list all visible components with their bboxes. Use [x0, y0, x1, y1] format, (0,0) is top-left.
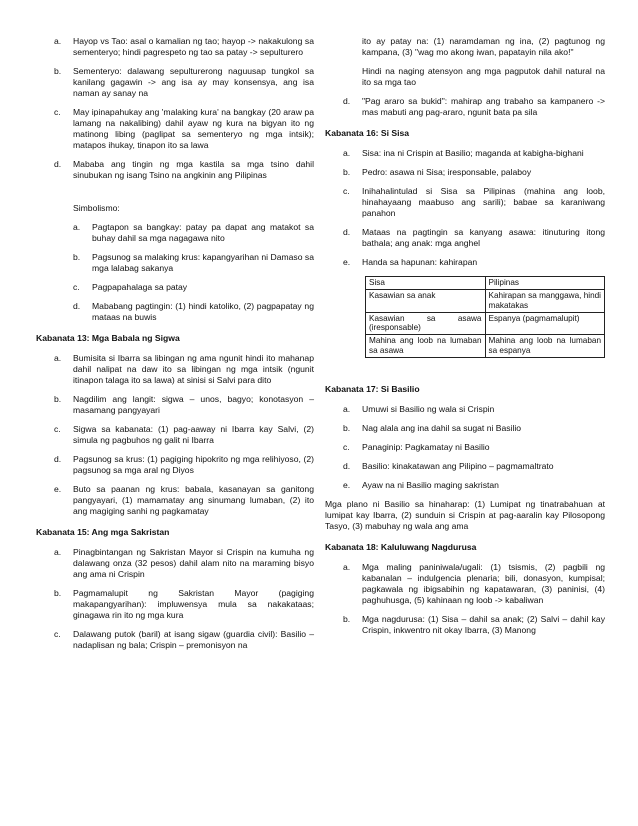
continued-paragraph: ito ay patay na: (1) naramdaman ng ina, (2) pagtunog ng kampana, (3) "wag mo akong iwan, papatayin nila ako!" — [362, 36, 605, 57]
list-text: Mga nagdurusa: (1) Sisa – dahil sa anak; (2) Salvi – dahil kay Crispin, inkwentro nit okay Ibarra, (3) Manong — [362, 613, 605, 635]
list-marker: c. — [54, 629, 61, 639]
list-item — [36, 484, 314, 517]
list-marker: d. — [54, 159, 62, 169]
list-item — [36, 588, 314, 621]
list-marker: a. — [343, 148, 351, 158]
list-marker: c. — [54, 107, 61, 117]
list-item — [36, 222, 314, 244]
list-item — [325, 614, 605, 636]
list-marker: d. — [73, 301, 81, 311]
list-item — [325, 257, 605, 268]
list-item — [325, 442, 605, 453]
list-marker: e. — [54, 484, 62, 494]
list-item — [36, 353, 314, 386]
list-text: Umuwi si Basilio ng wala si Crispin — [362, 403, 495, 414]
list-item — [36, 394, 314, 416]
list-marker: e. — [343, 257, 351, 267]
list-text: Handa sa hapunan: kahirapan — [362, 257, 478, 267]
list-text: Pedro: asawa ni Sisa; iresponsable, palaboy — [362, 167, 532, 177]
list-text: Sementeryo: dalawang sepulturerong naguusap tungkol sa kanilang gagawin -> ang isa ay may konsensya, ang isa naman ay sanay na — [73, 66, 314, 98]
list-text: Nagdilim ang langit: sigwa – unos, bagyo; konotasyon – masamang pangyayari — [73, 394, 314, 415]
list-item — [36, 36, 314, 58]
kabanata-13-list — [36, 353, 314, 517]
list-item — [36, 629, 314, 651]
comparison-table — [365, 276, 605, 358]
list-marker: b. — [343, 167, 351, 177]
list-marker: b. — [73, 252, 81, 262]
list-item — [36, 252, 314, 274]
list-text: Sisa: ina ni Crispin at Basilio; maganda at kabigha-bighani — [362, 148, 584, 158]
kabanata-15-list — [36, 547, 314, 651]
list-text: Nag alala ang ina dahil sa sugat ni Basilio — [362, 422, 522, 433]
list-text: Ayaw na ni Basilio maging sakristan — [362, 479, 499, 490]
list-item — [325, 96, 605, 118]
list-marker: b. — [343, 422, 351, 433]
list-marker: d. — [343, 460, 351, 471]
list-text: Buto sa paanan ng krus: babala, kasanayan sa ganitong pangyayari, (1) mamamatay ang sinumang lumaban, (2) ito ang magiging sanhi ng pagkamatay — [73, 484, 314, 516]
list-item — [36, 454, 314, 476]
list-item — [36, 107, 314, 151]
table-cell: Kasawian sa anak — [366, 289, 486, 312]
list-item — [325, 423, 605, 434]
kabanata-17-heading: Kabanata 17: Si Basilio — [325, 383, 420, 394]
list-marker: c. — [343, 441, 350, 452]
list-text: Pagpapahalaga sa patay — [92, 282, 188, 292]
table-cell: Mahina ang loob na lumaban sa espanya — [485, 335, 605, 358]
list-marker: c. — [73, 282, 80, 292]
list-text: Pagsunog sa malaking krus: kapangyarihan ni Damaso sa mga lalabag sakanya — [92, 252, 314, 273]
list-marker: e. — [343, 479, 351, 490]
list-item — [325, 562, 605, 606]
list-text: Basilio: kinakatawan ang Pilipino – pagmamaltrato — [362, 460, 554, 471]
list-text: Pinagbintangan ng Sakristan Mayor si Crispin na kumuha ng dalawang onza (32 pesos) dahil alam nito na maraming bisyo ang ama ni Crispin — [73, 547, 314, 579]
list-text: Pagtapon sa bangkay: patay pa dapat ang matakot sa buhay dahil sa mga nagagawa nito — [92, 222, 314, 243]
list-text: Pagmamalupit ng Sakristan Mayor (pagiging makapangyarihan): impluwensya mula sa nakakataas; ginagawa rin ito ng mga kura — [73, 588, 314, 620]
table-cell: Kahirapan sa manggawa, hindi makatakas — [485, 289, 605, 312]
kabanata-15-heading: Kabanata 15: Ang mga Sakristan — [36, 527, 170, 537]
list-item — [36, 159, 314, 181]
table-row — [366, 335, 605, 358]
list-item — [36, 424, 314, 446]
list-marker: b. — [54, 588, 62, 598]
list-item — [36, 301, 314, 323]
list-item — [36, 66, 314, 99]
list-marker: c. — [343, 186, 350, 196]
list-text: Panaginip: Pagkamatay ni Basilio — [362, 441, 490, 452]
kabanata-18-list — [325, 562, 605, 636]
list-marker: a. — [54, 36, 62, 46]
list-text: Bumisita si Ibarra sa libingan ng ama ngunit hindi ito mahanap dahil nalipat na daw ito sa libingan ng mga intsik (ngunit itinapon talaga ito sa lawa) at sinisi si Salvi para dito — [73, 353, 314, 385]
list-text: Pagsunog sa krus: (1) pagiging hipokrito ng mga relihiyoso, (2) pagsunog sa mga aral ng Diyos — [73, 454, 314, 475]
kabanata-16-heading: Kabanata 16: Si Sisa — [325, 128, 410, 138]
list-item — [325, 461, 605, 472]
list-text: "Pag araro sa bukid": mahirap ang trabaho sa kampanero -> mas mabuti ang pag-araro, ngunit bata pa sila — [362, 96, 605, 117]
list-marker: a. — [73, 222, 81, 232]
list-text: May ipinapahukay ang 'malaking kura' na bangkay (20 araw pa lamang na nakalibing) dahil ayaw ng kura na bigyan ito ng matinong libing (paglipat sa sementeryo ng mga intsik); matapos ihukay, tinapon ito sa lawa — [73, 107, 314, 150]
right-column — [325, 36, 605, 644]
basilio-plans-paragraph: Mga plano ni Basilio sa hinaharap: (1) Lumipat ng tinatrabahuan at lumipat kay Ibarra, (2) sunduin si Crispin at pag-aaralin kay Pilosopong Tasyo, (3) mabuhay ng wala ang ama — [325, 498, 605, 531]
list-text: Inihahalintulad si Sisa sa Pilipinas (mahina ang loob, hinahayaang maabuso ang sarili); babae sa karaniwang panahon — [362, 186, 605, 218]
note-paragraph: Hindi na naging atensyon ang mga pagputok dahil natural na ito sa mga tao — [362, 66, 605, 87]
list-marker: b. — [343, 613, 351, 624]
list-marker: a. — [343, 403, 351, 414]
list-text: Mababang pagtingin: (1) hindi katoliko, (2) pagpapatay ng mataas na buwis — [92, 301, 314, 322]
list-text: Mababa ang tingin ng mga kastila sa mga tsino dahil sinubukan ng isang Tsino na angkinin ang Pilipinas — [73, 159, 314, 180]
table-header-cell: Sisa — [366, 277, 486, 290]
list-marker: a. — [54, 353, 62, 363]
list-item — [325, 167, 605, 178]
list-item — [325, 404, 605, 415]
table-row — [366, 289, 605, 312]
table-cell: Espanya (pagmamalupit) — [485, 312, 605, 335]
list-item — [325, 480, 605, 491]
intro-list — [36, 36, 314, 181]
kabanata-18-heading: Kabanata 18: Kaluluwang Nagdurusa — [325, 541, 477, 552]
table-header-cell: Pilipinas — [485, 277, 605, 290]
simbolismo-label: Simbolismo: — [73, 203, 120, 213]
list-text: Mga maling paniniwala/ugali: (1) tsismis, (2) pagbili ng kabanalan – indulgencia plenaria; bili, donasyon, kumpisal; pagkawala ng ibigsabihin ng kapatawaran, (3) paninisi, (4) paghuhusga, (5) kahinaan ng loob -> kabaliwan — [362, 561, 605, 605]
list-text: Hayop vs Tao: asal o kamalian ng tao; hayop -> nakakulong sa sementeryo; hindi pagrespeto ng tao sa patay -> sepulturero — [73, 36, 314, 57]
simbolismo-list — [36, 222, 314, 323]
list-item — [36, 282, 314, 293]
table-header-row — [366, 277, 605, 290]
list-text: Sigwa sa kabanata: (1) pag-aaway ni Ibarra kay Salvi, (2) simula ng pagbuhos ng galit ni Ibarra — [73, 424, 314, 445]
list-marker: c. — [54, 424, 61, 434]
list-text: Mataas na pagtingin sa kanyang asawa: itinuturing itong bathala; ang anak: mga anghel — [362, 227, 605, 248]
list-marker: a. — [343, 561, 351, 572]
list-item — [325, 148, 605, 159]
table-cell: Mahina ang loob na lumaban sa asawa — [366, 335, 486, 358]
list-marker: a. — [54, 547, 62, 557]
table-row — [366, 312, 605, 335]
list-item — [325, 186, 605, 219]
list-marker: d. — [343, 96, 351, 106]
kabanata-13-heading: Kabanata 13: Mga Babala ng Sigwa — [36, 333, 180, 343]
list-marker: d. — [343, 227, 351, 237]
list-marker: d. — [54, 454, 62, 464]
table-cell: Kasawian sa asawa (iresponsable) — [366, 312, 486, 335]
kabanata-16-list — [325, 148, 605, 268]
left-column — [36, 36, 314, 659]
list-marker: b. — [54, 66, 62, 76]
list-text: Dalawang putok (baril) at isang sigaw (guardia civil): Basilio – nadaplisan ng bala; Crispin – premonisyon na — [73, 629, 314, 650]
list-item — [325, 227, 605, 249]
list-item — [36, 547, 314, 580]
kabanata-17-list — [325, 404, 605, 491]
list-marker: b. — [54, 394, 62, 404]
